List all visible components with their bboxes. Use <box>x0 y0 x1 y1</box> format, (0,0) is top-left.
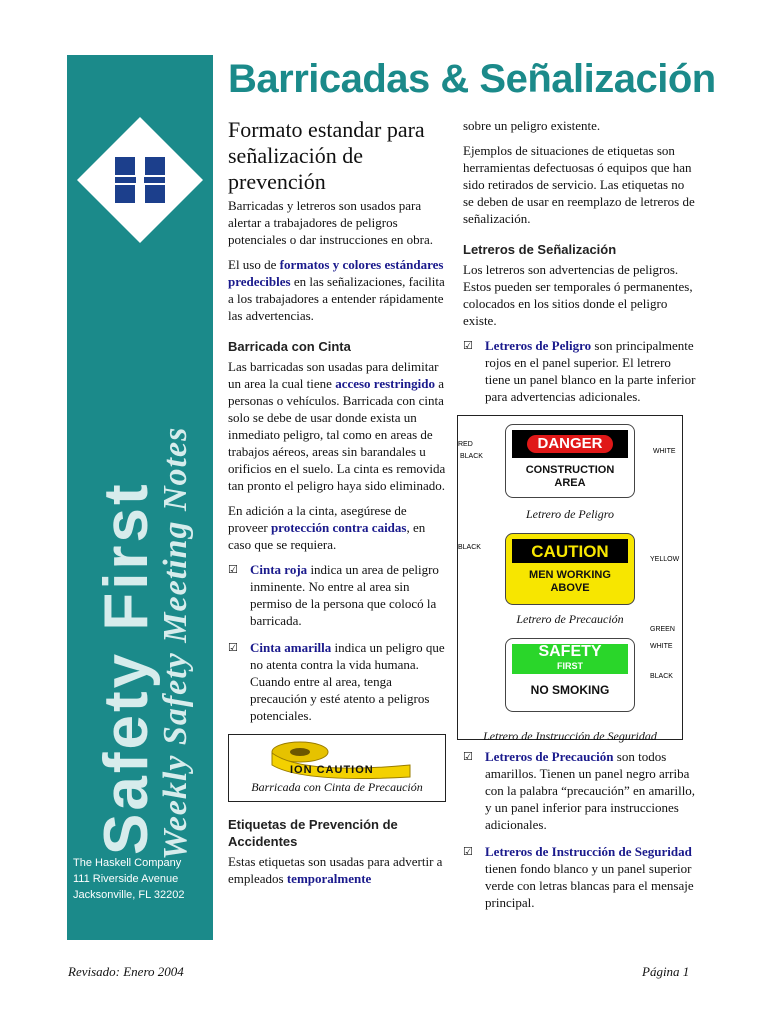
list-item-letreros-instruccion: ☑ Letreros de Instrucción de Seguridad tienen fondo blanco y un panel superior verde con letras blancas para el mensaje principal. <box>463 844 694 910</box>
signs-figure <box>457 415 683 743</box>
fall-protection-paragraph: En adición a la cinta, asegúrese de proveer protección contra caidas, en caso que se requiera. <box>228 503 426 552</box>
danger-sign <box>505 424 635 498</box>
list-item-letreros-precaucion: ☑ Letreros de Precaución son todos amarillos. Tienen un panel negro arriba con la palabra “precaución” en amarillo, y un panel inferior para instrucciones adicionales. <box>463 749 696 832</box>
caution-tape-image <box>262 739 412 779</box>
footer-revised: Revisado: Enero 2004 <box>68 964 184 979</box>
caution-sign-top: CAUTION <box>512 539 628 563</box>
heading-etiquetas: Etiquetas de Prevención de Accidentes <box>228 817 398 849</box>
barricade-paragraph: Las barricadas son usadas para delimitar un area la cual tiene acceso restringido a personas o vehículos. Barricada con cinta solo se debe de usar donde exista un inmediato peligro, tal como en areas de trabajos aéreos, areas sin barandales u orificios en el suelo. La cinta es removida tan pronto el peligro haya sido eliminado. <box>228 359 446 493</box>
label-green: GREEN <box>650 626 675 633</box>
list-item-cinta-amarilla: ☑ Cinta amarilla indica un peligro que no atenta contra la vida humana. Cuando entre al area, tenga precaución y esté atento a peligros potenciales. <box>228 640 445 723</box>
checkbox-icon: ☑ <box>463 339 473 352</box>
checkbox-icon: ☑ <box>228 641 238 654</box>
haskell-logo <box>75 115 205 245</box>
highlight-formatos: formatos y colores estándares predecibles <box>228 257 444 289</box>
danger-sign-bottom: CONSTRUCTION AREA <box>525 464 615 489</box>
highlight-proteccion: protección contra caidas <box>270 520 407 535</box>
caution-sign <box>505 533 635 605</box>
label-black: BLACK <box>460 453 483 460</box>
company-name: The Haskell Company <box>73 857 182 869</box>
highlight-temporalmente: temporalmente <box>286 871 372 886</box>
label-yellow: YELLOW <box>650 556 680 563</box>
heading-barricada-cinta: Barricada con Cinta <box>228 339 351 354</box>
label-white: WHITE <box>653 448 676 455</box>
highlight-acceso: acceso restringido <box>335 376 435 391</box>
letreros-paragraph: Los letreros son advertencias de peligros. Estos pueden ser temporales ó permanentes, colocados en los sitios donde el peligro existe. <box>463 262 693 328</box>
label-red: RED <box>458 441 473 448</box>
label-black-caution: BLACK <box>458 544 481 551</box>
tape-text: ION CAUTION <box>290 764 374 776</box>
section-subtitle: Formato estandar para señalización de prevención <box>228 117 425 194</box>
intro-paragraph: Barricadas y letreros son usados para alertar a trabajadores de peligros potenciales o dar instrucciones en obra. <box>228 198 434 247</box>
formats-paragraph: El uso de formatos y colores estándares predecibles en las señalizaciones, facilita a los trabajadores a entender rápidamente las advertencias. <box>228 257 445 323</box>
caution-sign-bottom: MEN WORKING ABOVE <box>529 569 611 594</box>
safety-sign <box>505 638 635 712</box>
sidebar-title: Safety First <box>92 481 161 855</box>
etiquetas-paragraph: Estas etiquetas son usadas para advertir a empleados temporalmente <box>228 854 443 886</box>
sidebar-subtitle: Weekly Safety Meeting Notes <box>157 426 194 860</box>
page-title: Barricadas & Señalización <box>228 57 716 101</box>
label-white-safety: WHITE <box>650 643 673 650</box>
tape-caption: Barricada con Cinta de Precaución <box>251 780 423 794</box>
column-right <box>458 117 698 921</box>
tape-figure <box>228 734 446 802</box>
checkbox-icon: ☑ <box>463 845 473 858</box>
address-line-1: 111 Riverside Avenue <box>73 873 179 885</box>
list-item-letreros-peligro: ☑ Letreros de Peligro son principalmente rojos en el panel superior. El letrero tiene un panel blanco en la parte inferior para advertencias adicionales. <box>463 338 696 404</box>
company-address <box>73 855 185 903</box>
caution-caption: Letrero de Precaución <box>516 612 624 626</box>
danger-sign-top: DANGER <box>527 435 612 453</box>
safety-sign-bottom: NO SMOKING <box>530 683 610 697</box>
address-line-2: Jacksonville, FL 32202 <box>73 889 185 901</box>
list-item-cinta-roja: ☑ Cinta roja indica un area de peligro inminente. No entre al area sin permiso de la persona que colocó la barricada. <box>228 562 439 628</box>
column-left <box>228 117 446 895</box>
sidebar <box>67 55 213 940</box>
footer-page: Página 1 <box>642 964 690 979</box>
etiquetas-examples-paragraph: Ejemplos de situaciones de etiquetas son herramientas defectuosas ó equipos que han sido retirados de servicio. Las etiquetas no se deben de usar en reemplazo de letreros de señalización. <box>463 143 695 226</box>
label-black-safety: BLACK <box>650 673 673 680</box>
safety-sign-top: SAFETY FIRST <box>512 644 628 674</box>
continued-paragraph: sobre un peligro existente. <box>463 118 601 133</box>
safety-caption: Letrero de Instrucción de Seguridad <box>483 729 657 743</box>
checkbox-icon: ☑ <box>463 750 473 763</box>
heading-letreros: Letreros de Señalización <box>463 242 617 257</box>
checkbox-icon: ☑ <box>228 563 238 576</box>
danger-caption: Letrero de Peligro <box>526 507 614 521</box>
